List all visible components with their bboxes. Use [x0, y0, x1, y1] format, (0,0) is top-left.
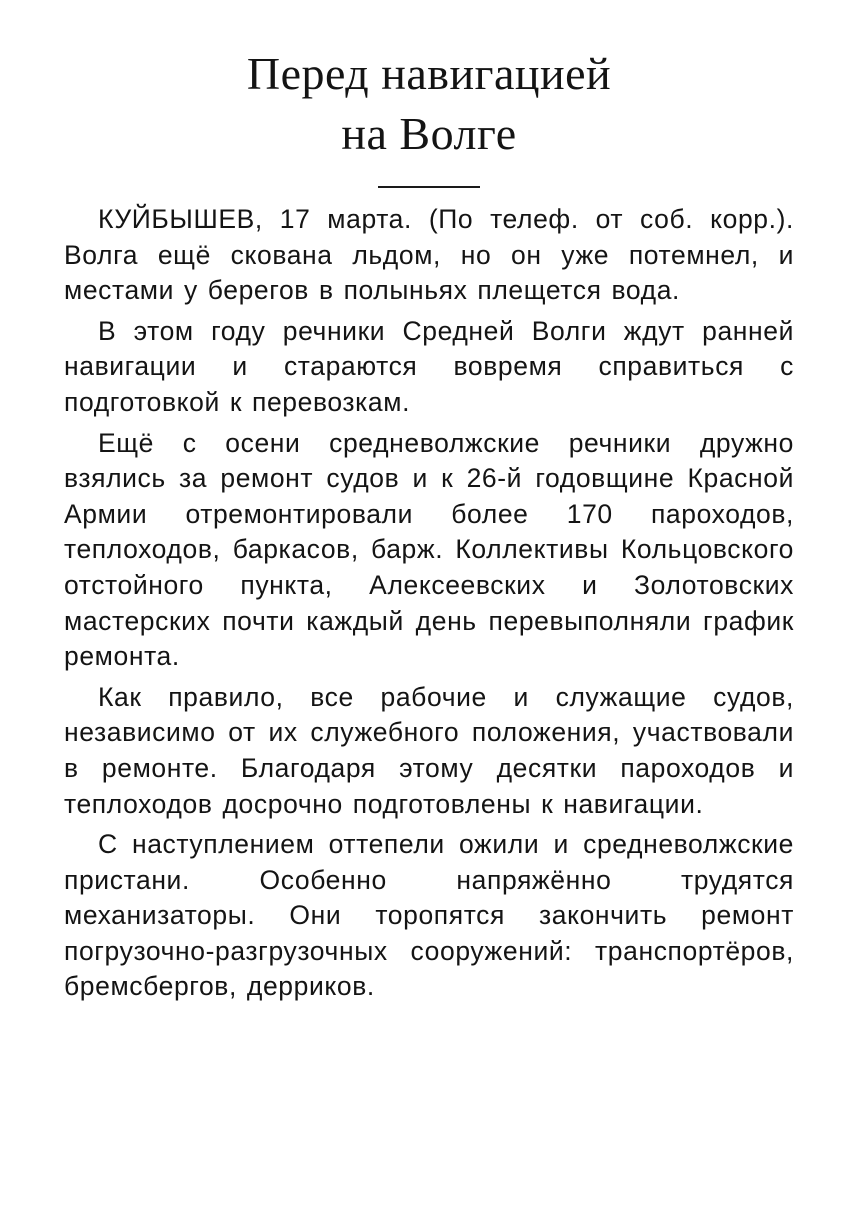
article-paragraph-2: В этом году речники Средней Волги ждут ранней навигации и стараются вовремя справиться с подготовкой к перевозкам.	[64, 315, 794, 417]
article-paragraph-1	[64, 202, 794, 309]
article-paragraph-3: Ещё с осени средневолжские речники дружно взялись за ремонт судов и к 26-й годовщине Красной Армии отремонтировали более 170 пароходов, теплоходов, баркасов, барж. Коллективы Кольцовского отстойного пункта, Алексеевских и Золотовских мастерских почти каждый день перевыполняли график ремонта.	[64, 427, 794, 672]
article-paragraph-4: Как правило, все рабочие и служащие судов, независимо от их служебного положения, участвовали в ремонте. Благодаря этому десятки пароходов и теплоходов досрочно подготовлены к навигации.	[64, 681, 794, 819]
headline-divider	[378, 186, 480, 188]
headline-line-2: на Волге	[341, 108, 517, 159]
article-body	[64, 202, 794, 1005]
article-dateline: КУЙБЫШЕВ, 17 марта. (По телеф. от соб. корр.).	[98, 204, 794, 234]
article-headline	[64, 44, 794, 164]
article-paragraph-5: С наступлением оттепели ожили и средневолжские пристани. Особенно напряжённо трудятся механизаторы. Они торопятся закончить ремонт погрузочно-разгрузочных сооружений: транспортёров, бремсбергов, дерриков.	[64, 829, 794, 1002]
headline-line-1: Перед навигацией	[246, 48, 612, 99]
paragraph-1-text: Волга ещё скована льдом, но он уже потемнел, и местами у берегов в полыньях плещется вода.	[64, 239, 794, 306]
news-article	[64, 44, 794, 1010]
